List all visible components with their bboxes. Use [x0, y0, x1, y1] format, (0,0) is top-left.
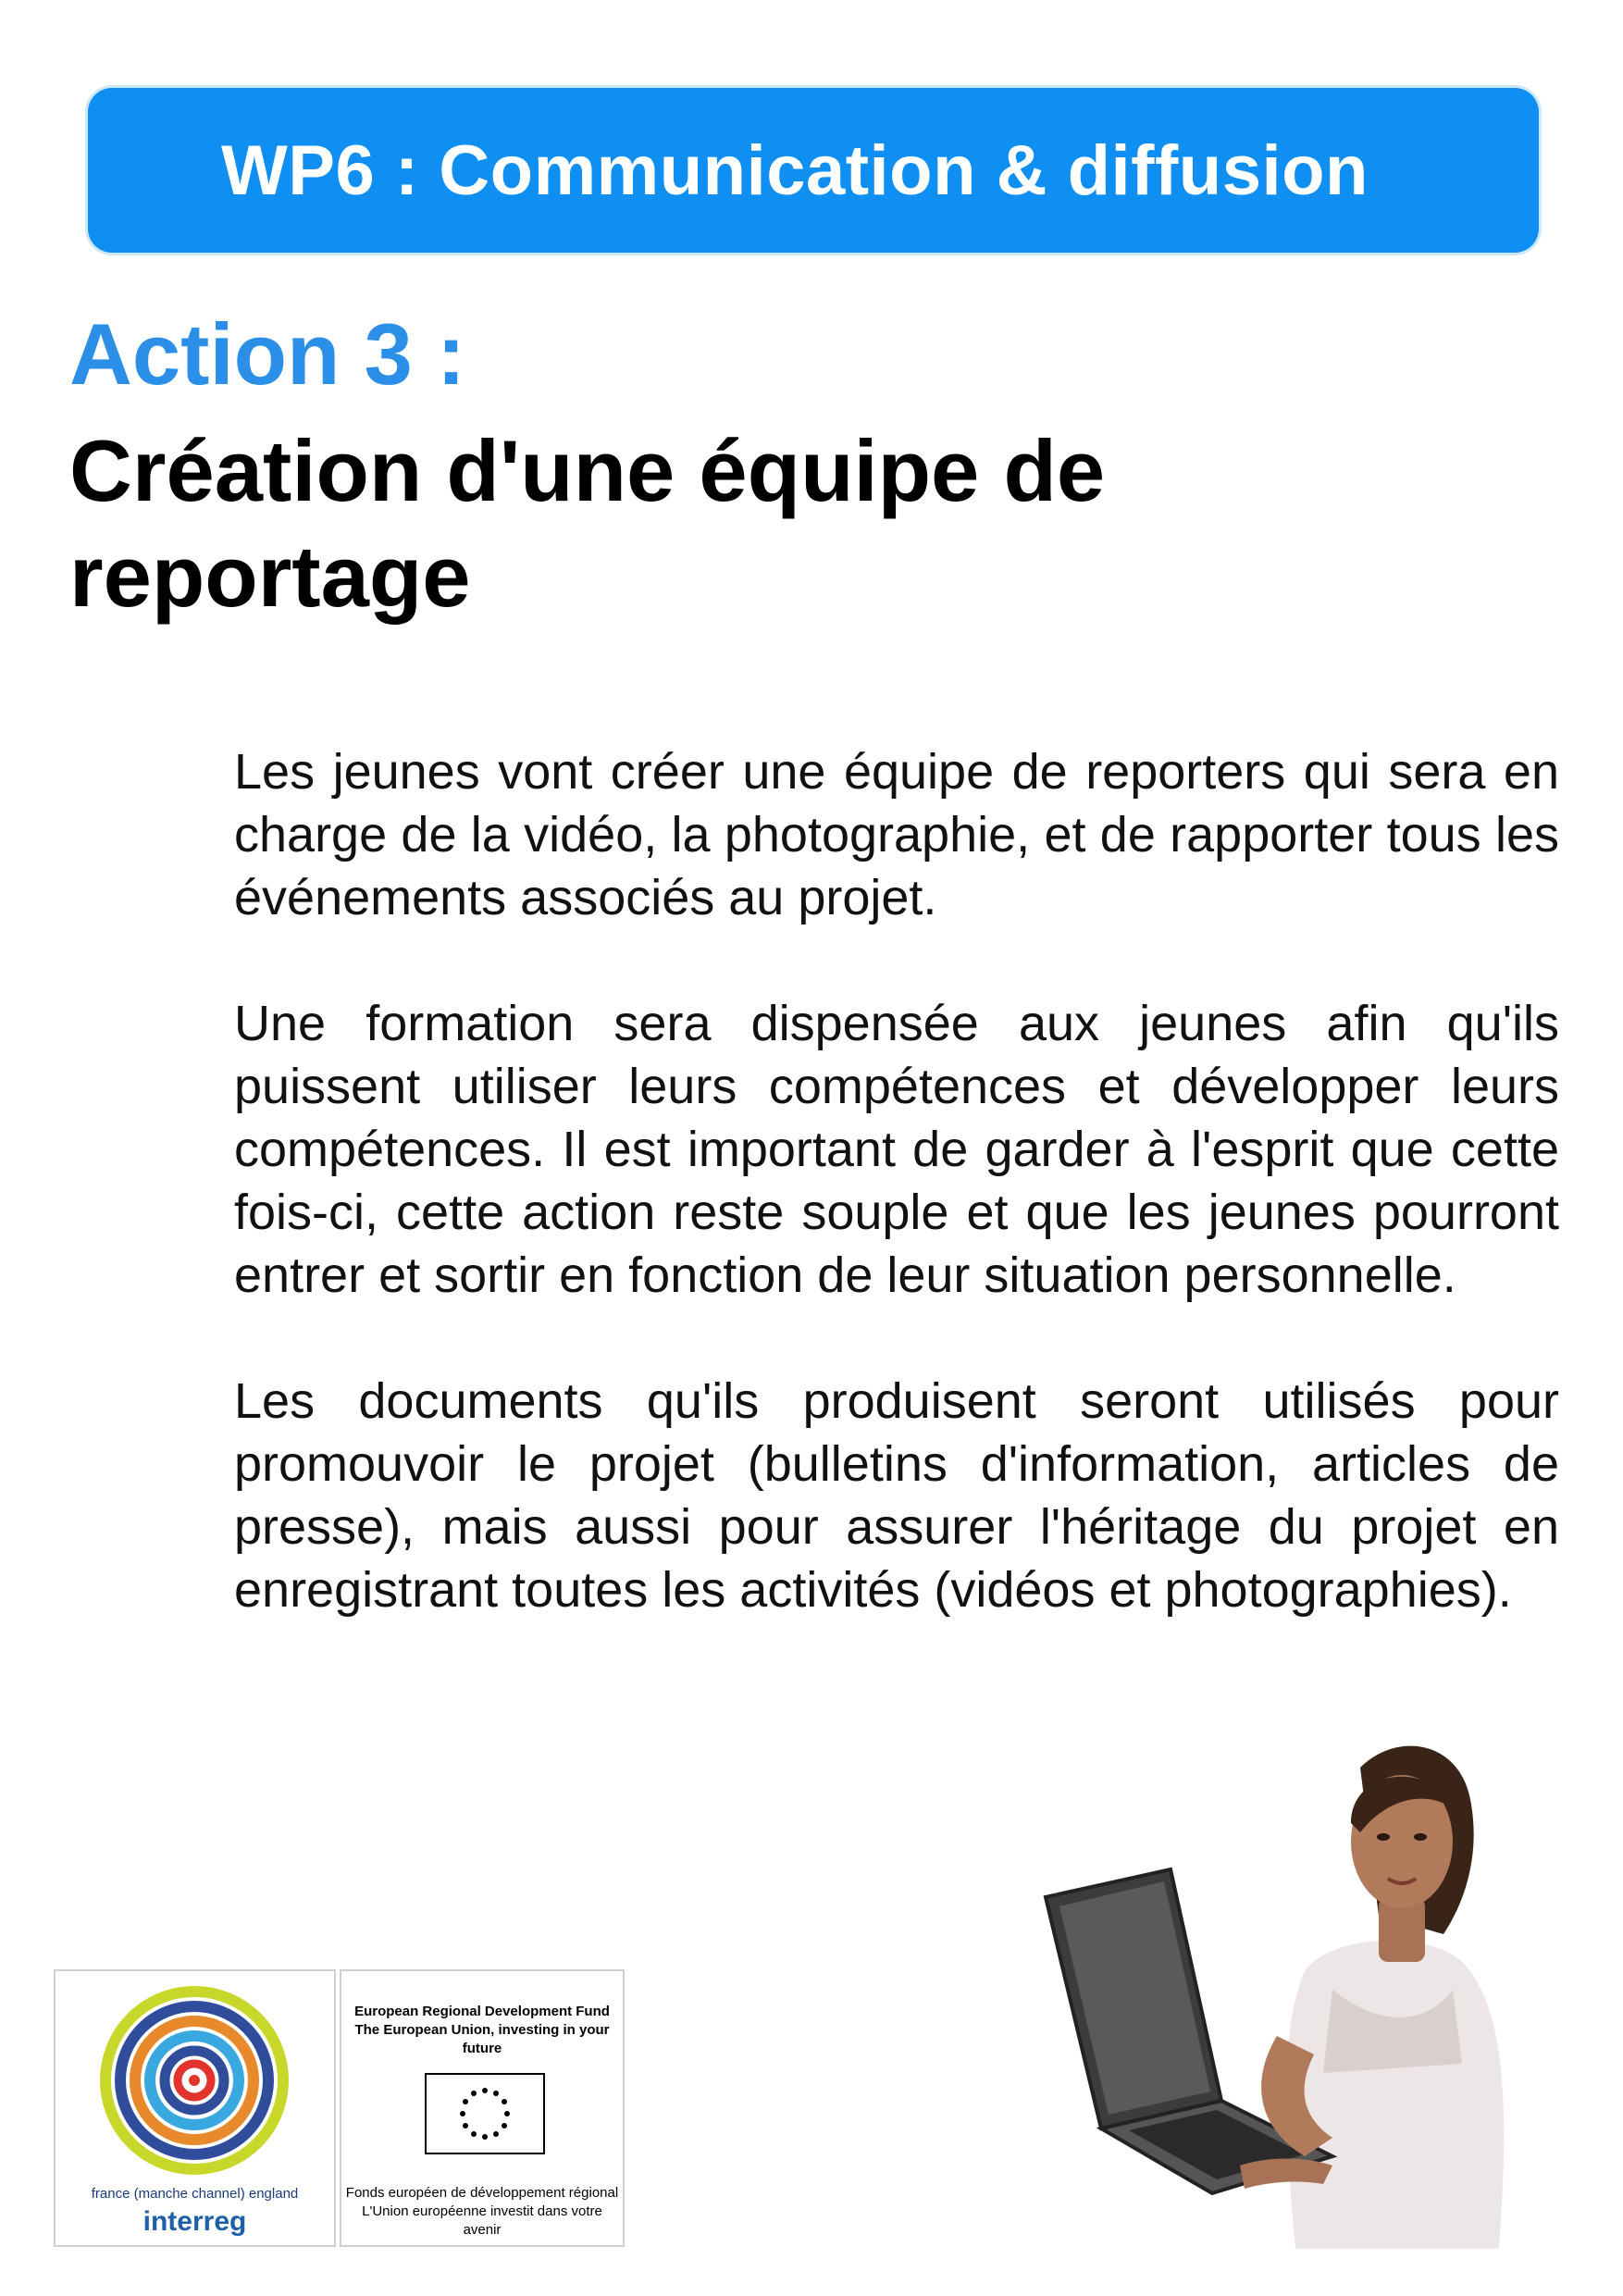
girl-with-laptop-photo	[1027, 1731, 1545, 2249]
paragraph: Les documents qu'ils produisent seront utilisés pour promouvoir le projet (bulletins d'information, articles de presse), mais aussi pour assurer l'héritage du projet en enregistrant toutes les activités (vidéos et photographies).	[234, 1373, 1559, 1618]
header-banner	[88, 88, 1539, 253]
interreg-logo	[54, 1969, 336, 2247]
action-label: Action 3 :	[69, 305, 466, 403]
interreg-brand: interreg	[142, 2206, 247, 2237]
banner-title: WP6 : Communication & diffusion	[221, 130, 1369, 210]
paragraph: Une formation sera dispensée aux jeunes afin qu'ils puissent utiliser leurs compétences et développer leurs compétences. Il est important de garder à l'esprit que cette fois-ci, cette action reste souple et que les jeunes pourront entrer et sortir en fonction de leur situation personnelle.	[234, 996, 1559, 1303]
erdf-english-text: European Regional Development Fund The European Union, investing in your future	[354, 2004, 610, 2056]
interreg-rings-icon	[56, 1971, 334, 2184]
action-title: Création d'une équipe de reportage	[69, 422, 1106, 625]
erdf-french-text: Fonds européen de développement régional L'Union européenne investit dans votre avenir	[345, 2185, 619, 2238]
erdf-logo	[340, 1969, 625, 2247]
body-text	[234, 740, 1559, 1684]
eu-flag-icon	[425, 2073, 545, 2154]
interreg-words: france (manche channel) england	[91, 2186, 299, 2202]
paragraph: Les jeunes vont créer une équipe de reporters qui sera en charge de la vidéo, la photographie, et de rapporter tous les événements associés au projet.	[234, 744, 1559, 925]
